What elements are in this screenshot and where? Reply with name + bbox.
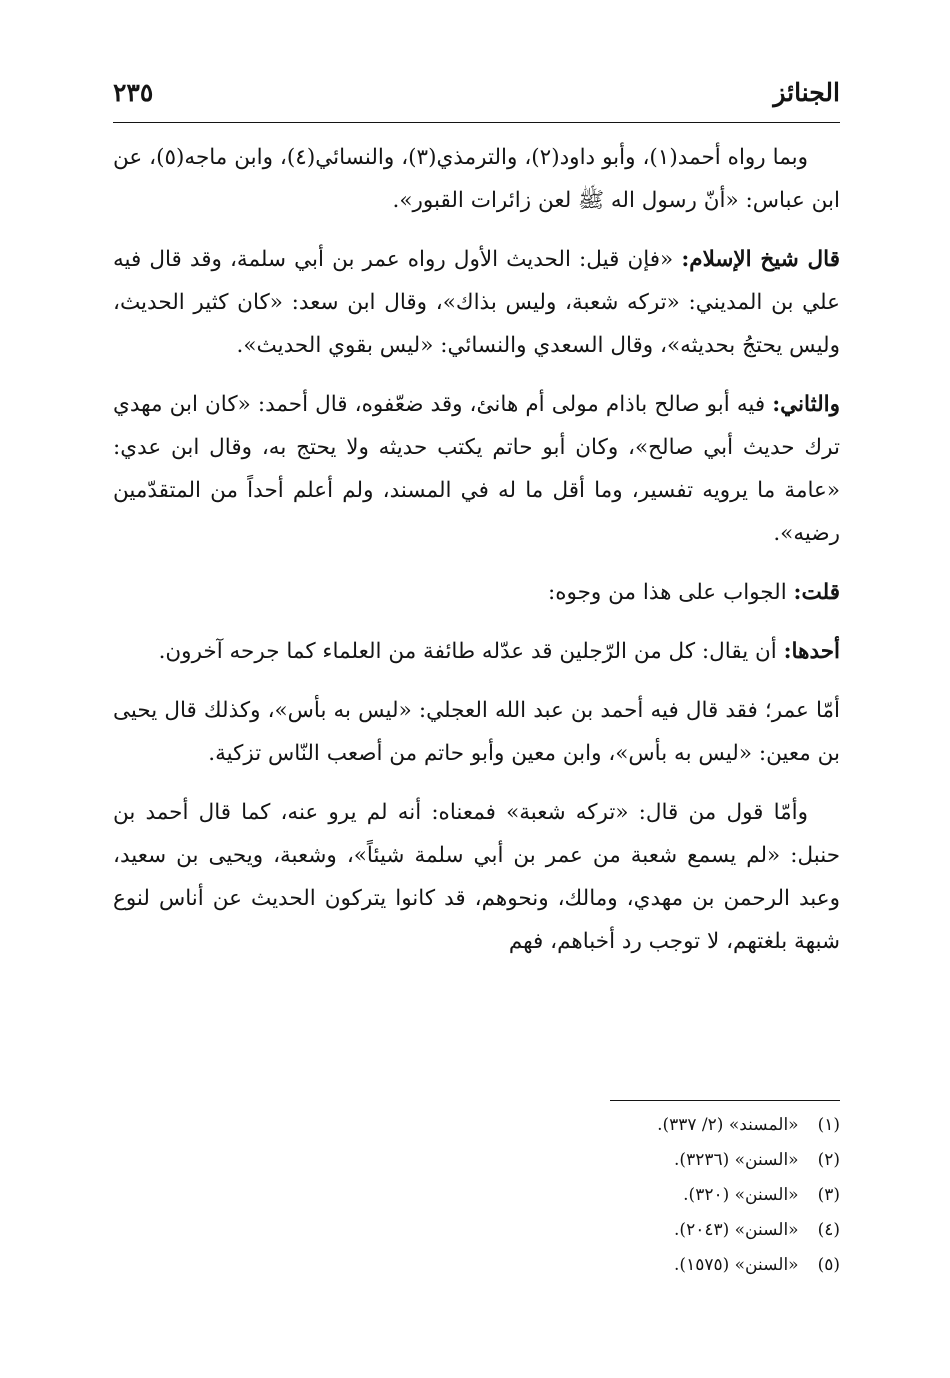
footnote-number: (٢) [817,1150,840,1170]
paragraph [113,136,840,222]
paragraph [113,791,840,963]
main-text [113,136,840,979]
footnote [340,1143,840,1178]
footnote-text: «السنن» (١٥٧٥). [674,1255,799,1275]
paragraph [113,630,840,673]
page-number: ٢٣٥ [113,78,154,107]
footnotes [340,1108,840,1283]
page-header [113,78,840,122]
footnote [340,1213,840,1248]
footnote-number: (٣) [817,1185,840,1205]
paragraph-lead: قال شيخ الإسلام: [681,247,840,272]
paragraph-text: فيه أبو صالح باذام مولى أم هانئ، وقد ضعّفوه، قال أحمد: «كان ابن مهدي ترك حديث أبي صالح»، وكان أبو حاتم يكتب حديثه ولا يحتج به، وقال ابن عدي: «عامة ما يرويه تفسير، وما أقل ما له في المسند، ولم أعلم أحداً من المتقدّمين رضيه». [113,392,840,546]
footnote-text: «السنن» (٢٠٤٣). [674,1220,799,1240]
paragraph [113,689,840,775]
paragraph-text: وبما رواه أحمد(١)، وأبو داود(٢)، والترمذي(٣)، والنسائي(٤)، وابن ماجه(٥)، عن ابن عباس: «أنّ رسول اله ﷺ لعن زائرات القبور». [113,145,840,213]
footnote-number: (٤) [817,1220,840,1240]
paragraph-lead: أحدها: [783,639,840,664]
paragraph-lead: والثاني: [772,392,840,417]
footnote-text: «السنن» (٣٢٣٦). [674,1150,799,1170]
footnote [340,1108,840,1143]
footnote [340,1248,840,1283]
paragraph [113,238,840,367]
paragraph-text: أمّا عمر؛ فقد قال فيه أحمد بن عبد الله العجلي: «ليس به بأس»، وكذلك قال يحيى بن معين: «ليس به بأس»، وابن معين وأبو حاتم من أصعب النّاس تزكية. [113,698,840,766]
paragraph-lead: قلت: [793,580,840,605]
paragraph-text: وأمّا قول من قال: «تركه شعبة» فمعناه: أنه لم يرو عنه، كما قال أحمد بن حنبل: «لم يسمع شعبة من عمر بن أبي سلمة شيئاً»، وشعبة، ويحيى بن سعيد، وعبد الرحمن بن مهدي، ومالك، ونحوهم، قد كانوا يتركون الحديث عن أناس لنوع شبهة بلغتهم، لا توجب رد أخباهم، فهم [113,800,840,954]
header-rule [113,122,840,123]
paragraph [113,383,840,555]
paragraph-text: الجواب على هذا من وجوه: [548,580,787,605]
chapter-title: الجنائز [773,78,840,107]
paragraph-text: «فإن قيل: الحديث الأول رواه عمر بن أبي سلمة، وقد قال فيه علي بن المديني: «تركه شعبة، وليس بذاك»، وقال ابن سعد: «كان كثير الحديث، وليس يحتجُ بحديثه»، وقال السعدي والنسائي: «ليس بقوي الحديث». [113,247,840,358]
footnote-text: «السنن» (٣٢٠). [683,1185,799,1205]
footnote-number: (٥) [817,1255,840,1275]
paragraph-text: أن يقال: كل من الرّجلين قد عدّله طائفة من العلماء كما جرحه آخرون. [158,639,777,664]
paragraph [113,571,840,614]
footnote-number: (١) [817,1115,840,1135]
footnote-rule [610,1100,840,1101]
footnote [340,1178,840,1213]
footnote-text: «المسند» (٢/ ٣٣٧). [657,1115,799,1135]
